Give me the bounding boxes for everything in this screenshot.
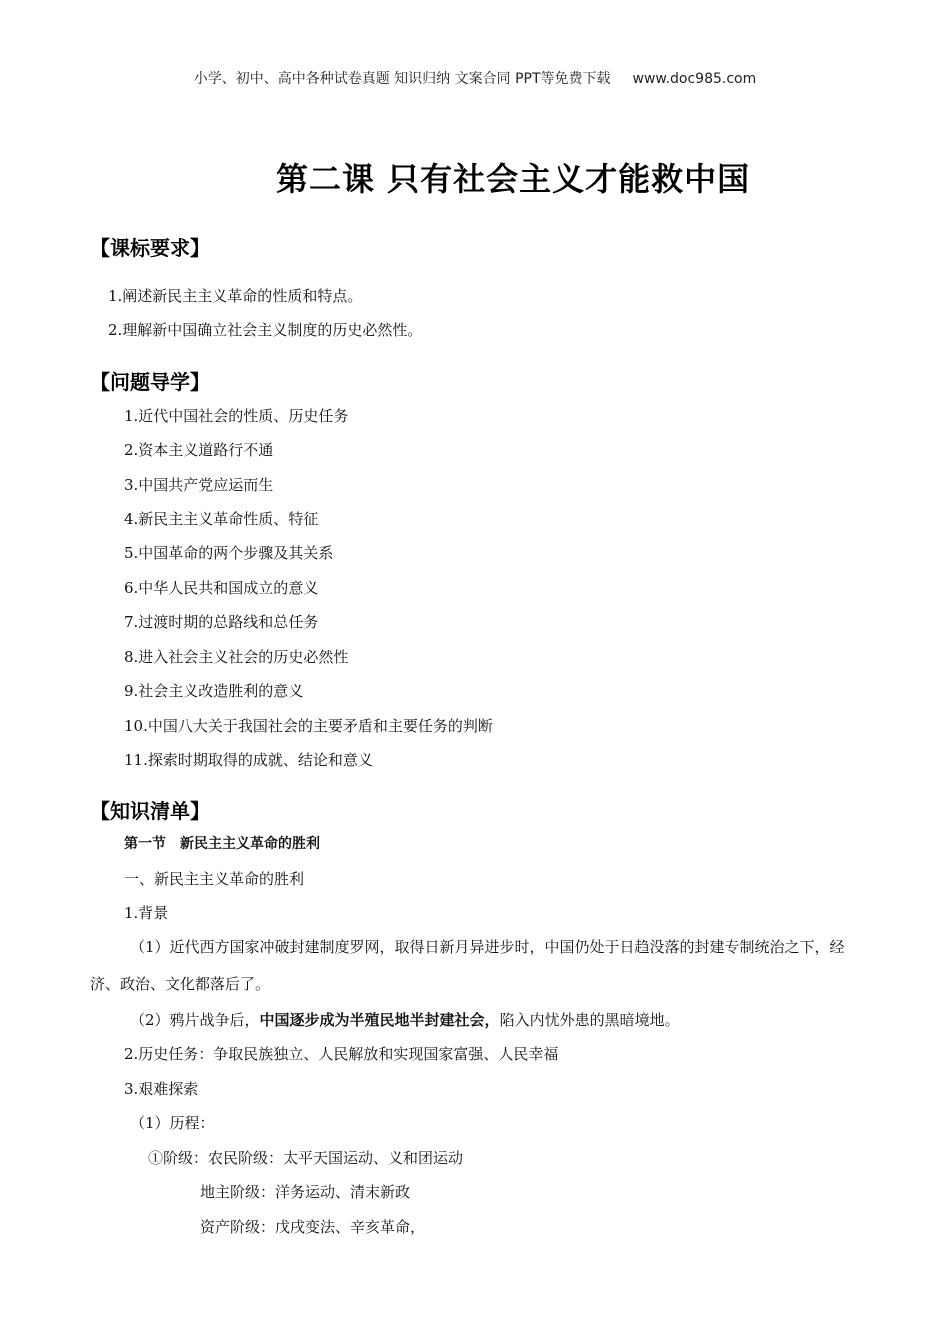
guide-item-9: 9.社会主义改造胜利的意义 <box>124 682 304 700</box>
header-text: 小学、初中、高中各种试卷真题 知识归纳 文案合同 PPT等免费下载 <box>193 71 611 87</box>
guide-item-6: 6.中华人民共和国成立的意义 <box>124 579 319 597</box>
guide-heading: 【问题导学】 <box>90 370 210 394</box>
stage-landlord: 地主阶级：洋务运动、清末新政 <box>200 1183 411 1201</box>
standards-heading: 【课标要求】 <box>90 236 210 260</box>
guide-item-7: 7.过渡时期的总路线和总任务 <box>124 613 319 631</box>
p2-prefix: （2）鸦片战争后， <box>130 1011 260 1029</box>
guide-item-3: 3.中国共产党应运而生 <box>124 476 274 494</box>
standards-item-2: 2.理解新中国确立社会主义制度的历史必然性。 <box>108 321 423 339</box>
stage-peasant: ①阶级：农民阶级：太平天国运动、义和团运动 <box>148 1149 464 1167</box>
guide-item-4: 4.新民主主义革命性质、特征 <box>124 510 319 528</box>
background-paragraph-1: （1）近代西方国家冲破封建制度罗网，取得日新月异进步时，中国仍处于日趋没落的封建专制统治之下，经济、政治、文化都落后了。 <box>90 938 845 993</box>
part-title: 一、新民主主义革命的胜利 <box>124 870 305 888</box>
page-header <box>0 68 950 88</box>
p2-suffix: 陷入内忧外患的黑暗境地。 <box>499 1011 680 1029</box>
guide-item-10: 10.中国八大关于我国社会的主要矛盾和主要任务的判断 <box>124 717 493 735</box>
p2-emphasis: 中国逐步成为半殖民地半封建社会， <box>259 1011 500 1029</box>
exploration-label: 3.艰难探索 <box>124 1080 199 1098</box>
background-label: 1.背景 <box>124 904 169 922</box>
guide-item-1: 1.近代中国社会的性质、历史任务 <box>124 407 349 425</box>
page-title: 第二课 只有社会主义才能救中国 <box>276 160 751 198</box>
guide-item-5: 5.中国革命的两个步骤及其关系 <box>124 544 334 562</box>
guide-item-2: 2.资本主义道路行不通 <box>124 441 274 459</box>
knowledge-heading: 【知识清单】 <box>90 799 210 823</box>
section-title: 第一节 新民主主义革命的胜利 <box>124 836 320 852</box>
stage-bourgeois: 资产阶级：戊戌变法、辛亥革命， <box>200 1218 426 1236</box>
background-paragraph-2 <box>130 1010 680 1030</box>
historical-task: 2.历史任务：争取民族独立、人民解放和实现国家富强、人民幸福 <box>124 1045 559 1063</box>
header-url[interactable]: www.doc985.com <box>632 71 757 87</box>
standards-item-1: 1.阐述新民主主义革命的性质和特点。 <box>108 287 363 305</box>
course-label: （1）历程： <box>130 1114 215 1132</box>
guide-item-8: 8.进入社会主义社会的历史必然性 <box>124 648 349 666</box>
guide-item-11: 11.探索时期取得的成就、结论和意义 <box>124 751 373 769</box>
